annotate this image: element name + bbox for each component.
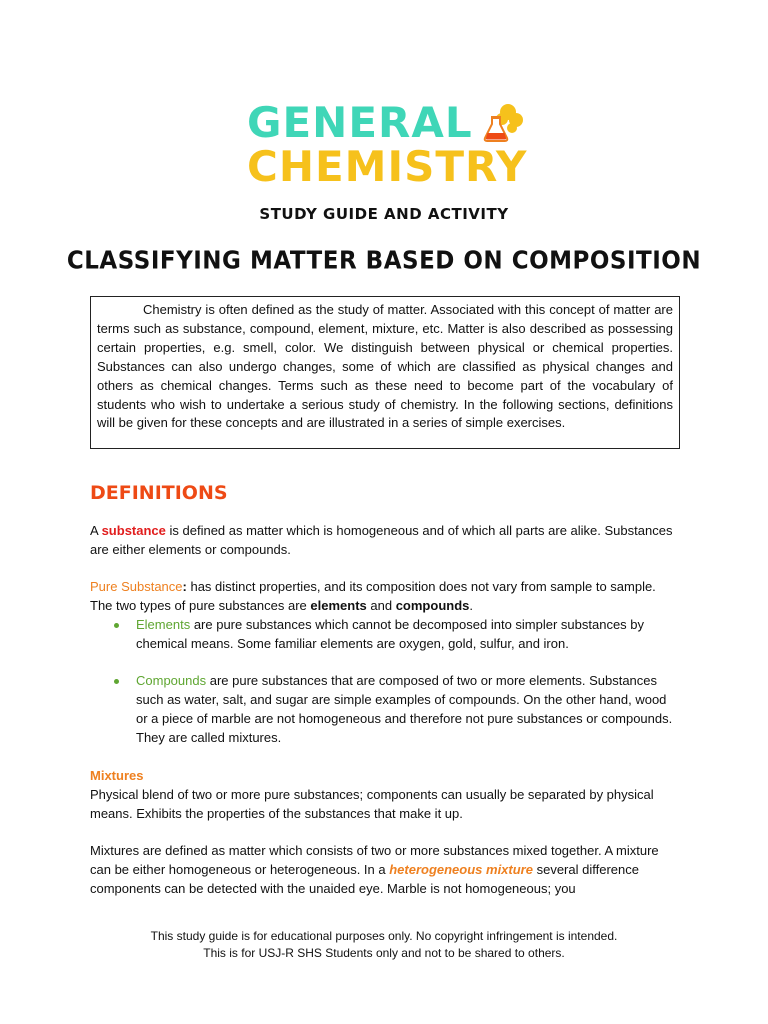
logo: [247, 100, 537, 192]
page-title: CLASSIFYING MATTER BASED ON COMPOSITION: [66, 246, 702, 276]
colon: :: [182, 578, 187, 594]
mixtures-def-part2: several difference components can be detected with the unaided eye. Marble is not homogeneous; you: [90, 861, 639, 896]
term-elements: Elements: [136, 616, 191, 632]
pure-substance-types-list: [90, 616, 680, 748]
term-elements-bold: elements: [310, 597, 367, 613]
list-item: [90, 616, 680, 654]
text-and: and: [366, 597, 396, 613]
mixtures-paragraph: [90, 767, 680, 824]
intro-text: Chemistry is often defined as the study of matter. Associated with this concept of matter are terms such as substance, compound, element, mixture, etc. Matter is also described as possessing certain properties, e.g. smell, color. We distinguish between physical or chemical properties. Substances can also undergo changes, some of which are classified as physical changes and others as chemical changes. Terms such as these need to become part of the vocabulary of students who wish to undertake a serious study of chemistry. In the following sections, definitions will be given for these concepts and are illustrated in a series of simple exercises.: [97, 302, 673, 431]
mixtures-text: Physical blend of two or more pure substances; components can usually be separated by physical means. Exhibits the properties of the substances that make it up.: [90, 786, 654, 821]
footer-line-2: This is for USJ-R SHS Students only and not to be shared to others.: [203, 946, 565, 960]
footer-line-1: This study guide is for educational purposes only. No copyright infringement is intended.: [150, 929, 618, 943]
mixtures-heading: Mixtures: [90, 768, 144, 784]
term-heterogeneous-mixture: heterogeneous mixture: [389, 861, 533, 877]
subtitle: STUDY GUIDE AND ACTIVITY: [259, 205, 509, 223]
compounds-definition: are pure substances that are composed of two or more elements. Substances such as water, salt, and sugar are simple examples of compounds. On the other hand, wood or a piece of marble are not homogeneous and therefore not pure substances or compounds. They are called mixtures.: [136, 673, 673, 746]
mixtures-def-part1: Mixtures are defined as matter which consists of two or more substances mixed together. A mixture can be either homogeneous or heterogeneous. In a: [90, 842, 659, 877]
text-period: .: [469, 597, 473, 613]
substance-paragraph: [90, 522, 680, 560]
pure-substance-paragraph: [90, 578, 680, 616]
bullet-dot-icon: [114, 623, 119, 628]
pure-substance-definition: has distinct properties, and its composition does not vary from sample to sample. The two types of pure substances are: [90, 578, 656, 613]
list-item: [90, 672, 680, 748]
term-pure-substance: Pure Substance: [90, 578, 183, 594]
logo-general: GENERAL: [247, 98, 473, 147]
bullet-dot-icon: [114, 679, 119, 684]
term-compounds-bold: compounds: [395, 597, 470, 613]
logo-chemistry: CHEMISTRY: [247, 142, 528, 191]
term-substance: substance: [101, 523, 166, 538]
mixtures-definition-paragraph: [90, 842, 680, 899]
flask-icon: [480, 100, 526, 146]
elements-definition: are pure substances which cannot be decomposed into simpler substances by chemical means. Some familiar elements are oxygen, gold, sulfur, and iron.: [136, 616, 645, 651]
substance-definition: is defined as matter which is homogeneous and of which all parts are alike. Substances are either elements or compounds.: [90, 523, 673, 557]
definitions-heading: DEFINITIONS: [90, 482, 228, 504]
intro-box: [90, 296, 680, 449]
definitions-content: [90, 522, 680, 917]
footer: [0, 928, 768, 962]
text-a: A: [90, 523, 102, 538]
term-compounds: Compounds: [136, 673, 207, 689]
